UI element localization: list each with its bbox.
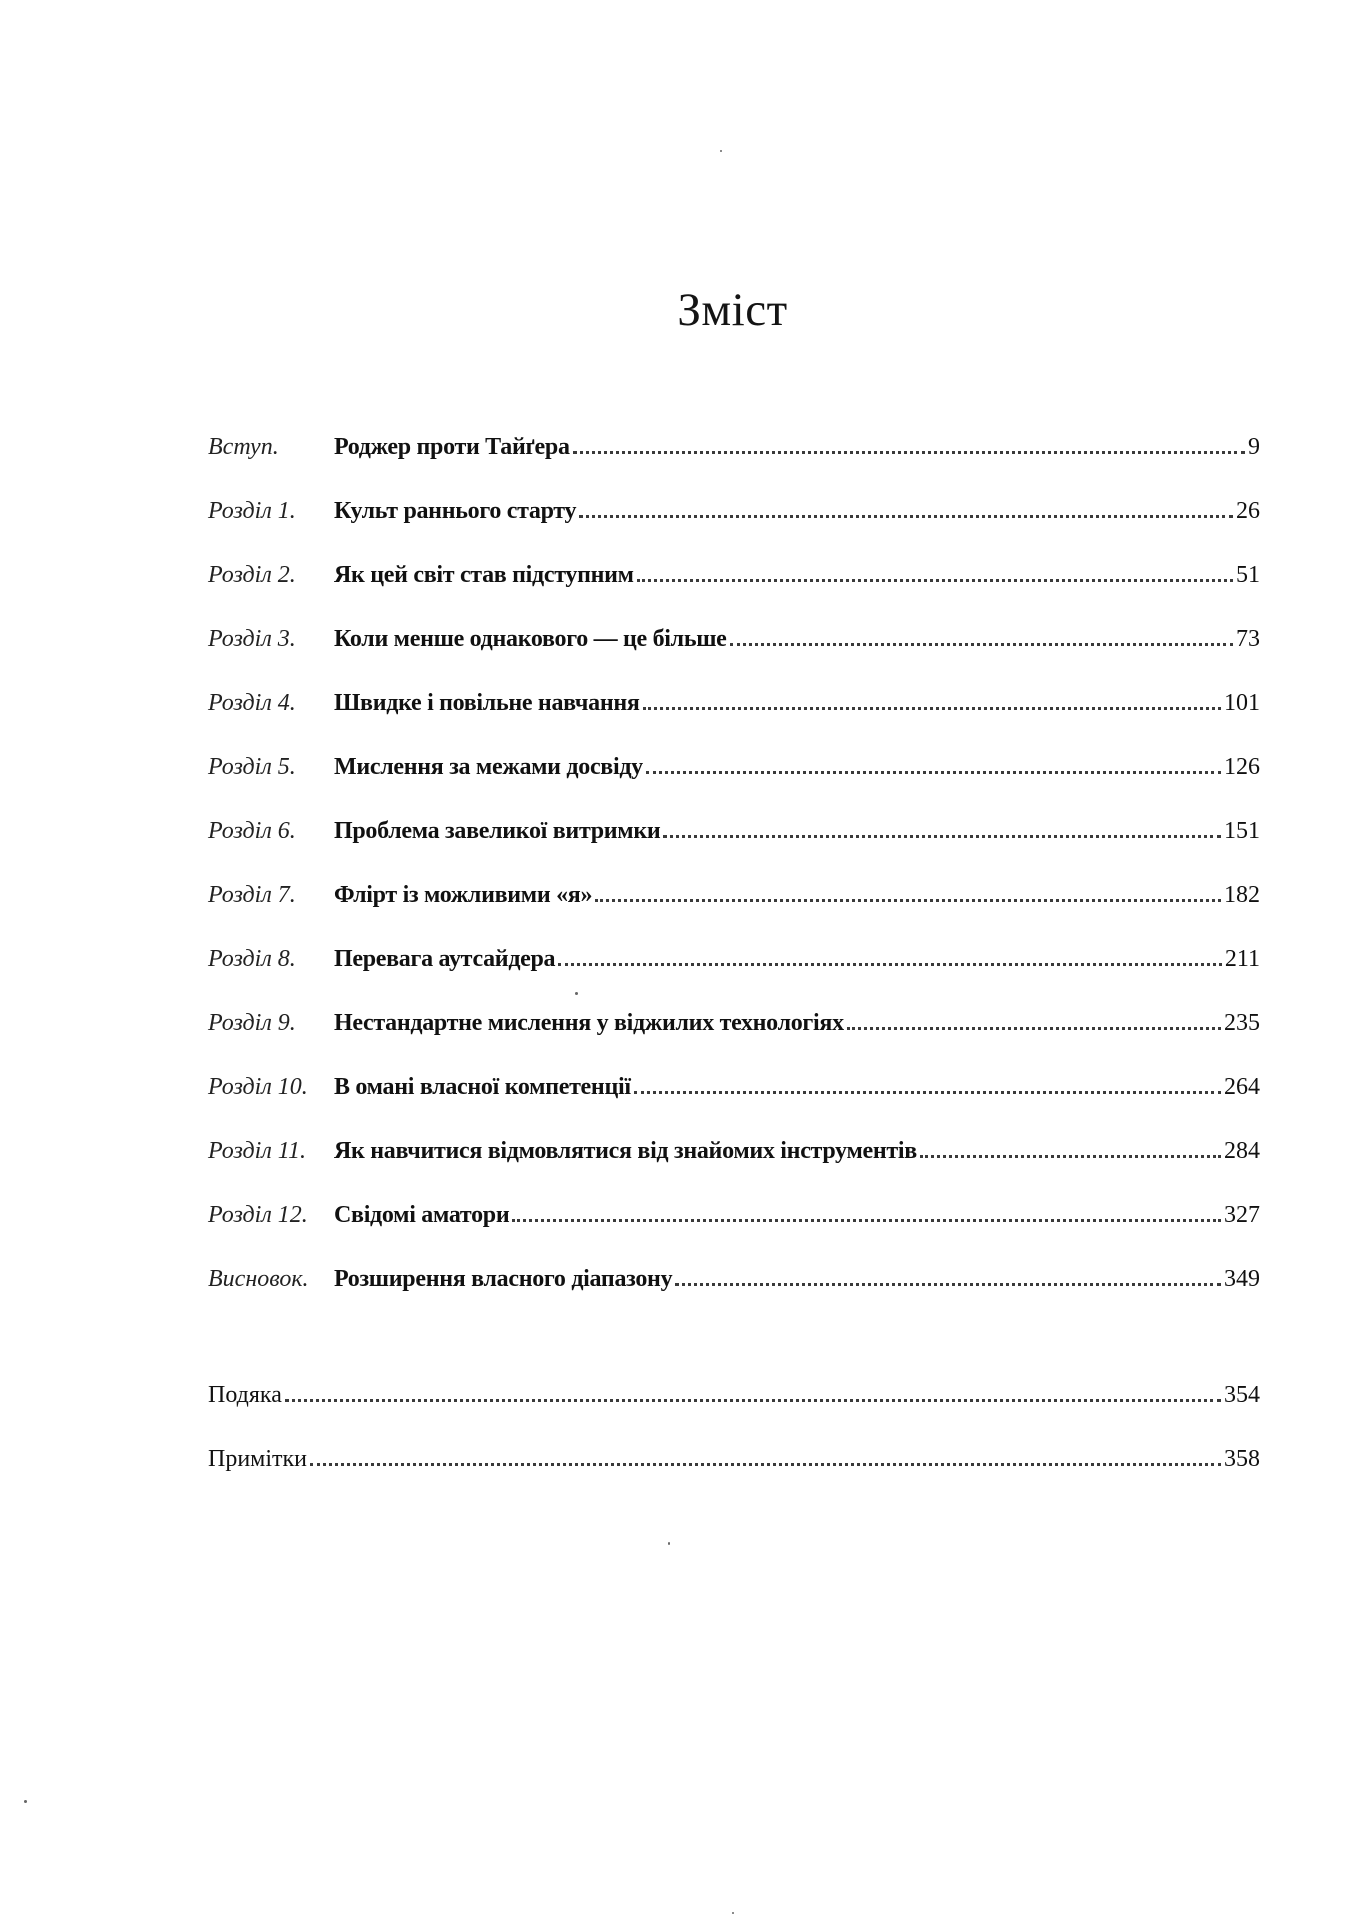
- toc-entry-notes: [208, 1444, 1260, 1508]
- toc-entry-title: Флірт із можливими «я»: [334, 882, 593, 908]
- toc-entry-page: 182: [1224, 882, 1260, 908]
- toc-entry-chapter-7: [208, 880, 1260, 944]
- toc-entry-page: 73: [1236, 626, 1260, 652]
- toc-entry-page: 358: [1224, 1446, 1260, 1472]
- toc-entry-page: 349: [1224, 1266, 1260, 1292]
- toc-entry-page: 26: [1236, 498, 1260, 524]
- page-title: Зміст: [677, 284, 788, 337]
- toc-entry-title: Як навчитися відмовлятися від знайомих інструментів: [334, 1138, 917, 1164]
- toc-entry-page: 211: [1224, 946, 1260, 972]
- toc-entry-label: Розділ 10.: [208, 1074, 308, 1100]
- toc-entry-chapter-10: [208, 1072, 1260, 1136]
- toc-entry-chapter-5: [208, 752, 1260, 816]
- toc-entry-title: Примітки: [208, 1446, 308, 1472]
- dot-leader: [646, 771, 1221, 774]
- toc-entry-label: Розділ 11.: [208, 1138, 307, 1164]
- toc-entry-title: Подяка: [208, 1382, 282, 1408]
- toc-entry-acknowledgements: [208, 1380, 1260, 1444]
- dot-leader: [643, 707, 1221, 710]
- dot-leader: [637, 579, 1233, 582]
- scan-speck: [720, 150, 722, 152]
- toc-entry-title: Проблема завеликої витримки: [334, 818, 661, 844]
- toc-entry-page: 9: [1248, 434, 1260, 460]
- scan-speck: [732, 1912, 734, 1914]
- table-of-contents: [208, 432, 1260, 1508]
- toc-entry-chapter-11: [208, 1136, 1260, 1200]
- dot-leader: [579, 515, 1233, 518]
- toc-entry-label: Розділ 9.: [208, 1010, 296, 1036]
- toc-entry-chapter-2: [208, 560, 1260, 624]
- toc-entry-page: 327: [1224, 1202, 1260, 1228]
- toc-entry-intro: [208, 432, 1260, 496]
- toc-entry-title: Швидке і повільне навчання: [334, 690, 640, 716]
- dot-leader: [920, 1155, 1221, 1158]
- toc-entry-label: Розділ 3.: [208, 626, 296, 652]
- toc-entry-chapter-3: [208, 624, 1260, 688]
- toc-entry-chapter-9: [208, 1008, 1260, 1072]
- toc-entry-label: Розділ 7.: [208, 882, 296, 908]
- toc-entry-label: Розділ 5.: [208, 754, 296, 780]
- toc-entry-title: Мислення за межами досвіду: [334, 754, 643, 780]
- toc-entry-chapter-4: [208, 688, 1260, 752]
- toc-entry-title: Свідомі аматори: [334, 1202, 510, 1228]
- toc-entry-page: 126: [1224, 754, 1260, 780]
- toc-entry-title: Розширення власного діапазону: [334, 1266, 673, 1292]
- scan-speck: [24, 1800, 27, 1803]
- section-gap: [208, 1328, 1260, 1380]
- toc-entry-title: Роджер проти Тайґера: [334, 434, 570, 460]
- toc-entry-label: Вступ.: [208, 434, 279, 460]
- scan-speck: [575, 992, 578, 995]
- toc-entry-chapter-6: [208, 816, 1260, 880]
- toc-entry-conclusion: [208, 1264, 1260, 1328]
- dot-leader: [558, 963, 1222, 966]
- toc-entry-page: 151: [1224, 818, 1260, 844]
- toc-entry-label: Висновок.: [208, 1266, 309, 1292]
- toc-entry-page: 354: [1224, 1382, 1260, 1408]
- toc-entry-title: Як цей світ став підступним: [334, 562, 634, 588]
- toc-entry-chapter-12: [208, 1200, 1260, 1264]
- toc-entry-label: Розділ 1.: [208, 498, 296, 524]
- toc-entry-page: 284: [1224, 1138, 1260, 1164]
- dot-leader: [634, 1091, 1221, 1094]
- toc-entry-page: 51: [1236, 562, 1260, 588]
- dot-leader: [675, 1283, 1221, 1286]
- toc-entry-chapter-8: [208, 944, 1260, 1008]
- dot-leader: [512, 1219, 1221, 1222]
- toc-entry-label: Розділ 4.: [208, 690, 296, 716]
- toc-entry-label: Розділ 6.: [208, 818, 296, 844]
- dot-leader: [730, 643, 1233, 646]
- scan-speck: [668, 1542, 670, 1545]
- toc-entry-page: 101: [1224, 690, 1260, 716]
- toc-entry-chapter-1: [208, 496, 1260, 560]
- toc-entry-title: В омані власної компетенції: [334, 1074, 631, 1100]
- toc-entry-title: Культ раннього старту: [334, 498, 577, 524]
- dot-leader: [595, 899, 1221, 902]
- toc-entry-title: Нестандартне мислення у віджилих технологіях: [334, 1010, 844, 1036]
- toc-entry-title: Коли менше однакового — це більше: [334, 626, 727, 652]
- toc-entry-label: Розділ 8.: [208, 946, 296, 972]
- toc-entry-label: Розділ 12.: [208, 1202, 308, 1228]
- toc-entry-page: 235: [1224, 1010, 1260, 1036]
- dot-leader: [573, 451, 1245, 454]
- dot-leader: [310, 1463, 1221, 1466]
- toc-entry-label: Розділ 2.: [208, 562, 296, 588]
- dot-leader: [285, 1399, 1221, 1402]
- toc-entry-page: 264: [1224, 1074, 1260, 1100]
- toc-entry-title: Перевага аутсайдера: [334, 946, 556, 972]
- dot-leader: [847, 1027, 1221, 1030]
- dot-leader: [663, 835, 1221, 838]
